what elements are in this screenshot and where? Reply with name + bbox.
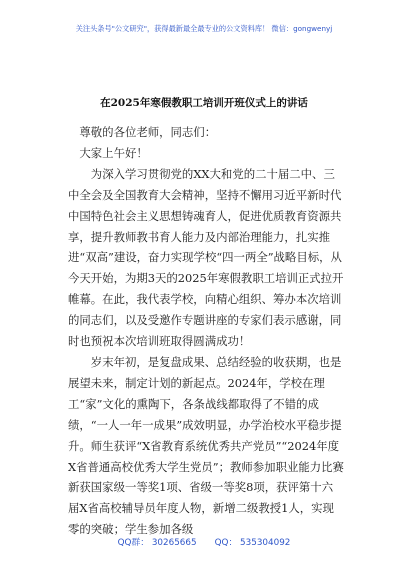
greeting-line: 大家上午好！ — [79, 145, 148, 160]
salutation-line: 尊敬的各位老师，同志们： — [79, 125, 217, 139]
header-promo-note: 关注头条号"公文研究"，获得最新最全最专业的公文资料库！ 微信：gongwenyj — [75, 24, 333, 33]
qq-group-number: QQ群： 30265665 — [117, 538, 197, 548]
body-paragraph: 为深入学习贯彻党的XX大和党的二十届二中、三中全会及全国教育大会精神，坚持不懈用习近平新时代中国特色社会主义思想铸魂育人，促进优质教育资源共享，提升教师教书育人能力及内部治理能力，扎实推进“双高”建设，奋力实现学校“四一两全”战略目标，从今天开始，为期3天的2025年寒假教职工培训正式拉开帷幕。在此，我代表学校，向精心组织、筹办本次培训的同志们，以及受邀作专题讲座的专家们表示感谢，同时也预祝本次培训班取得圆满成功！ — [68, 166, 344, 349]
document-title: 在2025年寒假教职工培训开班仪式上的讲话 — [100, 97, 308, 109]
document-body — [68, 122, 344, 540]
body-paragraph: 岁末年初，是复盘成果、总结经验的收获期，也是展望未来，制定计划的新起点。2024年，学校在理工“家”文化的熏陶下，各条战线都取得了不错的成绩，“一人一年一成果”成效明显，办学治校水平稳步提升。师生获评“X省教育系统优秀共产党员”“2024年度X省普通高校优秀大学生党员”；教师参加职业能力比赛新获国家级一等奖1项、省级一等奖8项，获评第十六届X省高校辅导员年度人物，新增二级教授1人，实现零的突破；学生参加各级 — [68, 354, 344, 537]
footer-contact — [0, 535, 408, 548]
qq-number: QQ： 535304092 — [214, 538, 291, 548]
